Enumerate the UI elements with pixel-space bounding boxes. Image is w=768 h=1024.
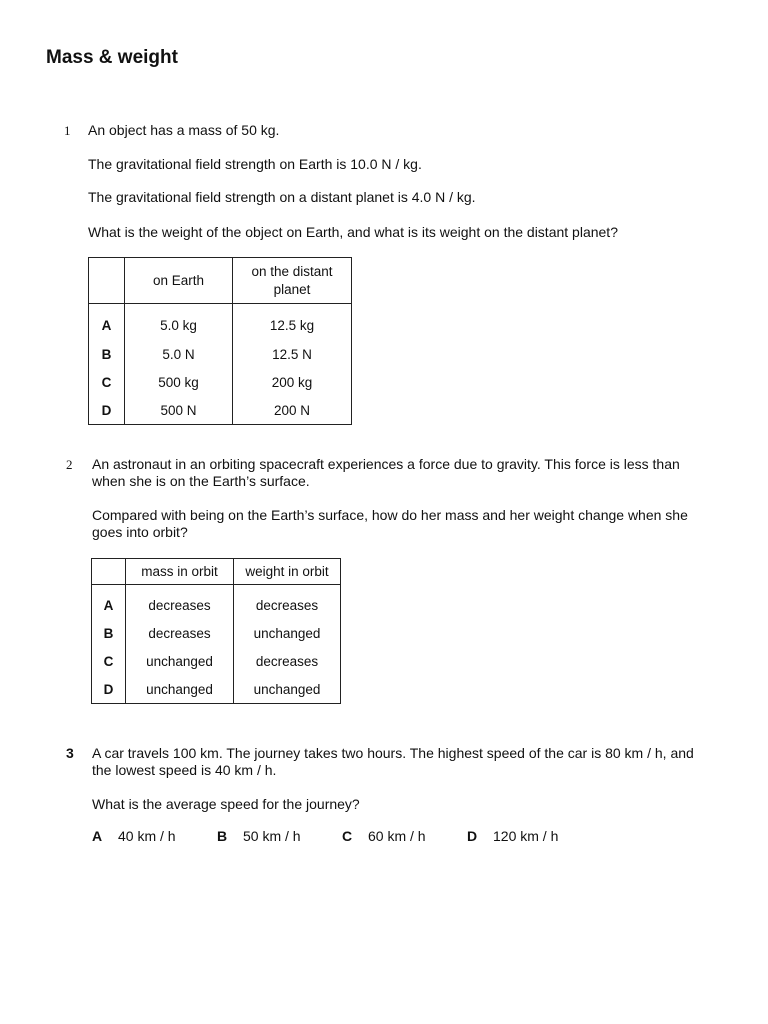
answer-choice	[92, 828, 217, 844]
answer-choice	[467, 828, 592, 844]
question-3-line: the lowest speed is 40 km / h.	[92, 762, 277, 778]
table-corner-cell	[92, 559, 126, 585]
choice-letter: B	[217, 828, 228, 844]
option-mass-value: decreases	[126, 620, 234, 648]
question-1-line: The gravitational field strength on Earth is 10.0 N / kg.	[88, 156, 422, 172]
question-2-prompt: Compared with being on the Earth’s surface, how do her mass and her weight change when she	[92, 507, 688, 523]
option-letter: B	[89, 341, 125, 369]
table-row	[89, 304, 352, 341]
option-earth-value: 5.0 N	[125, 341, 233, 369]
table-corner-cell	[89, 258, 125, 304]
question-2-line: when she is on the Earth’s surface.	[92, 473, 310, 489]
choice-text: 60 km / h	[368, 828, 426, 844]
table-row	[92, 648, 341, 676]
option-planet-value: 200 kg	[271, 375, 313, 390]
question-2-prompt: goes into orbit?	[92, 524, 188, 540]
choice-letter: D	[467, 828, 478, 844]
question-1-options-table	[88, 257, 352, 425]
choice-text: 40 km / h	[118, 828, 176, 844]
option-letter: A	[89, 304, 125, 341]
option-weight-value: decreases	[255, 654, 319, 669]
option-mass-value: decreases	[126, 585, 234, 620]
table-row	[92, 620, 341, 648]
question-3-line: A car travels 100 km. The journey takes two hours. The highest speed of the car is 80 km / h, and	[92, 745, 694, 761]
question-1-line: The gravitational field strength on a distant planet is 4.0 N / kg.	[88, 189, 476, 205]
option-mass-value: unchanged	[126, 648, 234, 676]
option-letter: D	[92, 676, 126, 704]
choice-text: 120 km / h	[493, 828, 559, 844]
option-mass-value: unchanged	[126, 676, 234, 704]
answer-choice	[217, 828, 342, 844]
question-3-choices	[92, 828, 592, 844]
column-header-on-earth: on Earth	[125, 258, 233, 304]
option-earth-value: 500 kg	[125, 369, 233, 397]
page-title: Mass & weight	[46, 47, 178, 68]
question-2-options-table	[91, 558, 341, 704]
answer-choice	[342, 828, 467, 844]
option-weight-value: decreases	[255, 597, 319, 613]
choice-text: 50 km / h	[243, 828, 301, 844]
option-letter: D	[89, 397, 125, 425]
table-row	[89, 397, 352, 425]
column-header-weight-in-orbit: weight in orbit	[234, 559, 341, 585]
option-earth-value: 5.0 kg	[125, 304, 233, 341]
option-earth-value: 500 N	[125, 397, 233, 425]
table-row	[92, 585, 341, 620]
question-1-prompt: What is the weight of the object on Earth, and what is its weight on the distant planet?	[88, 224, 618, 240]
table-row	[89, 341, 352, 369]
option-letter: B	[92, 620, 126, 648]
table-row	[89, 369, 352, 397]
option-planet-value: 12.5 N	[272, 347, 312, 362]
choice-letter: C	[342, 828, 353, 844]
question-3-number: 3	[66, 745, 74, 761]
option-letter: C	[92, 648, 126, 676]
column-header-mass-in-orbit: mass in orbit	[126, 559, 234, 585]
question-2-line: An astronaut in an orbiting spacecraft experiences a force due to gravity. This force is less than	[92, 456, 680, 472]
option-planet-value: 12.5 kg	[269, 317, 315, 333]
option-letter: A	[92, 585, 126, 620]
question-1-line: An object has a mass of 50 kg.	[88, 122, 280, 138]
table-row	[92, 676, 341, 704]
option-weight-value: unchanged	[253, 626, 321, 641]
option-weight-value: unchanged	[253, 681, 321, 697]
question-3-prompt: What is the average speed for the journey?	[92, 796, 360, 812]
option-planet-value: 200 N	[273, 402, 311, 418]
column-header-distant-planet: on the distant planet	[233, 258, 352, 304]
question-1-number: 1	[64, 123, 71, 138]
option-letter: C	[89, 369, 125, 397]
choice-letter: A	[92, 828, 103, 844]
question-2-number: 2	[66, 457, 73, 472]
